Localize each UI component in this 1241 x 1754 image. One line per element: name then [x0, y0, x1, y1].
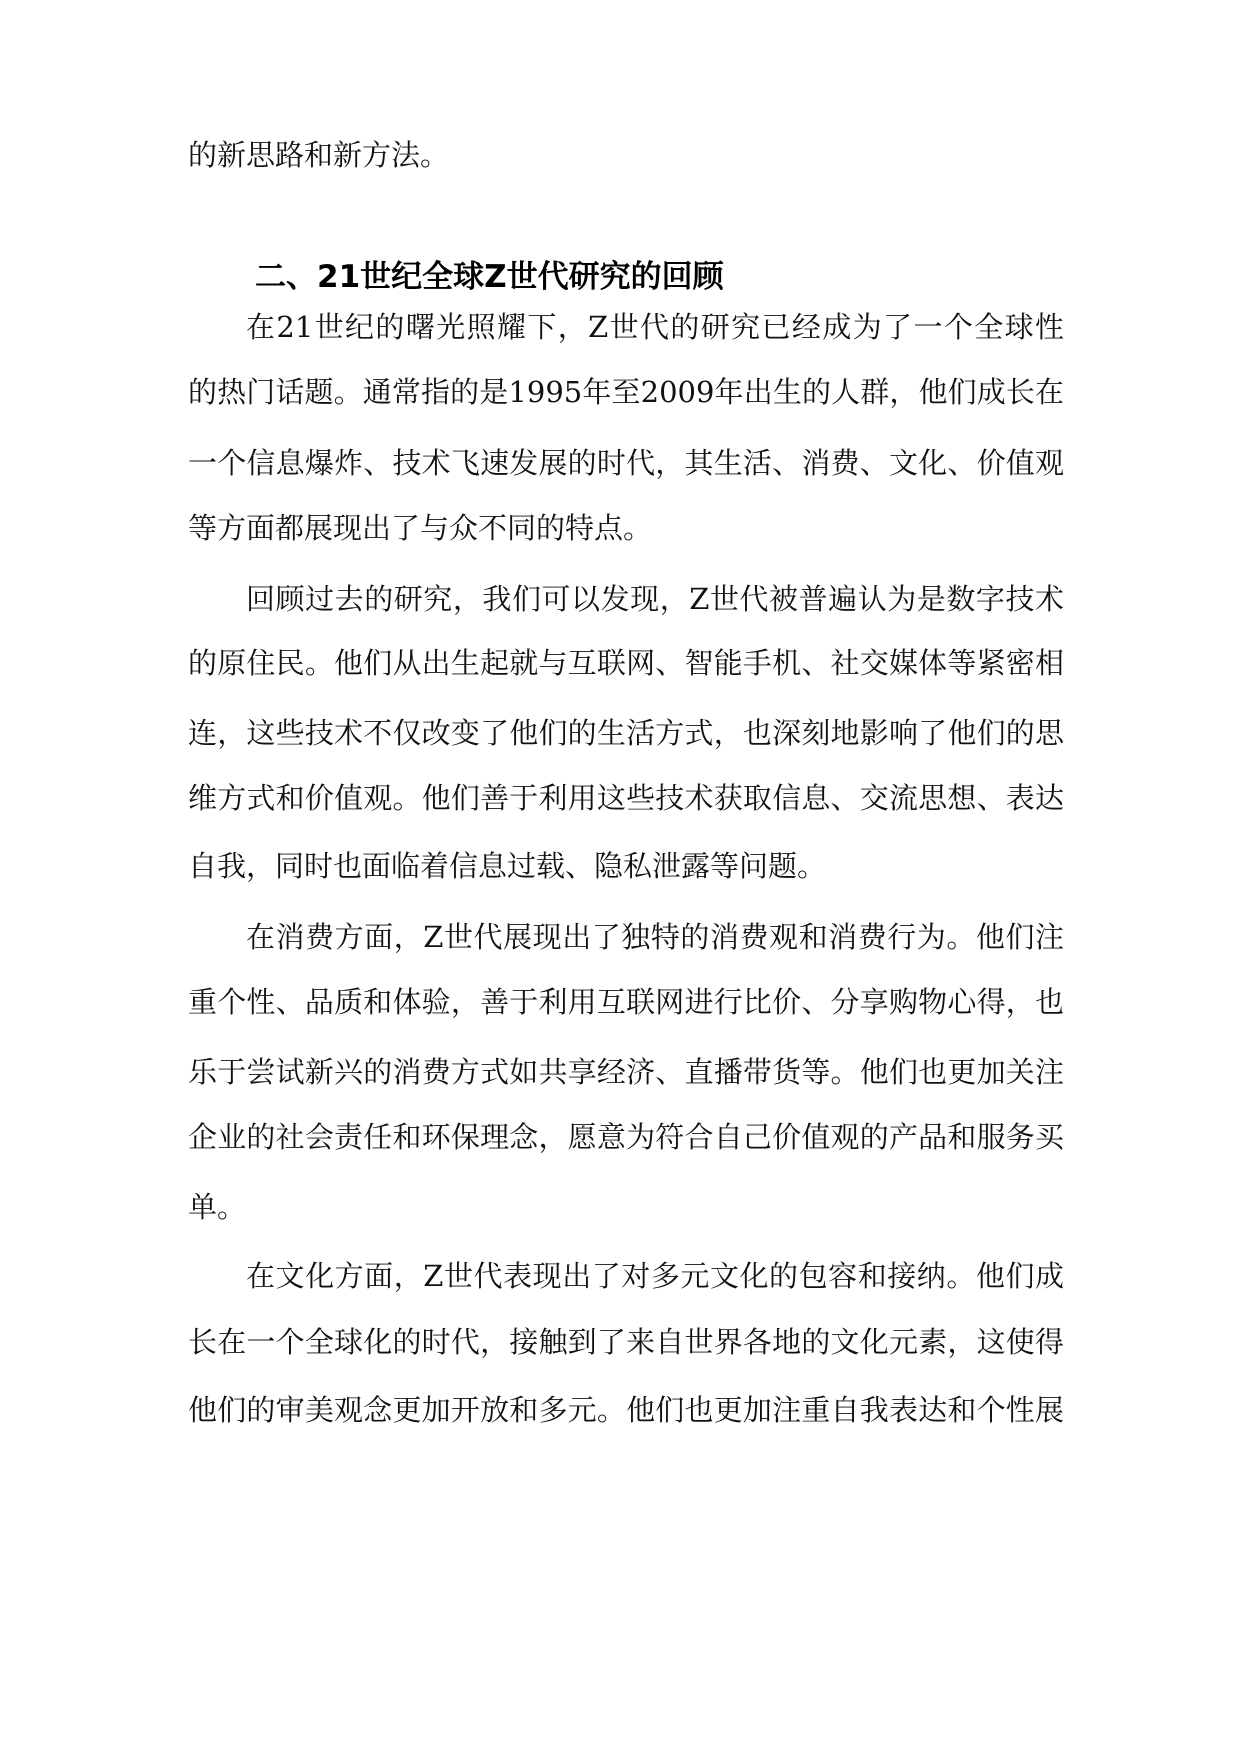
paragraph-2-line-2: 的原住民。他们从出生起就与互联网、智能手机、社交媒体等紧密相 — [188, 646, 1064, 680]
continuation-line: 的新思路和新方法。 — [188, 138, 450, 172]
paragraph-2-line-4: 维方式和价值观。他们善于利用这些技术获取信息、交流思想、表达 — [188, 781, 1064, 815]
section-heading: 二、21世纪全球Z世代研究的回顾 — [255, 259, 724, 295]
paragraph-4-line-1: 在文化方面，Z世代表现出了对多元文化的包容和接纳。他们成 — [246, 1259, 1064, 1293]
paragraph-1-line-4: 等方面都展现出了与众不同的特点。 — [188, 511, 653, 545]
paragraph-3-line-5: 单。 — [188, 1190, 247, 1224]
paragraph-4-line-2: 长在一个全球化的时代，接触到了来自世界各地的文化元素，这使得 — [188, 1325, 1064, 1359]
paragraph-1-line-1: 在21世纪的曙光照耀下，Z世代的研究已经成为了一个全球性 — [246, 310, 1064, 344]
paragraph-4-line-3: 他们的审美观念更加开放和多元。他们也更加注重自我表达和个性展 — [188, 1393, 1064, 1427]
paragraph-2-line-3: 连，这些技术不仅改变了他们的生活方式，也深刻地影响了他们的思 — [188, 716, 1064, 750]
paragraph-2-line-5: 自我，同时也面临着信息过载、隐私泄露等问题。 — [188, 849, 827, 883]
paragraph-3-line-3: 乐于尝试新兴的消费方式如共享经济、直播带货等。他们也更加关注 — [188, 1055, 1064, 1089]
paragraph-3-line-4: 企业的社会责任和环保理念，愿意为符合自己价值观的产品和服务买 — [188, 1120, 1064, 1154]
paragraph-1-line-2: 的热门话题。通常指的是1995年至2009年出生的人群，他们成长在 — [188, 375, 1064, 409]
paragraph-1-line-3: 一个信息爆炸、技术飞速发展的时代，其生活、消费、文化、价值观 — [188, 446, 1064, 480]
paragraph-3-line-1: 在消费方面，Z世代展现出了独特的消费观和消费行为。他们注 — [246, 920, 1064, 954]
paragraph-3-line-2: 重个性、品质和体验，善于利用互联网进行比价、分享购物心得，也 — [188, 985, 1064, 1019]
paragraph-2-line-1: 回顾过去的研究，我们可以发现，Z世代被普遍认为是数字技术 — [246, 582, 1064, 616]
